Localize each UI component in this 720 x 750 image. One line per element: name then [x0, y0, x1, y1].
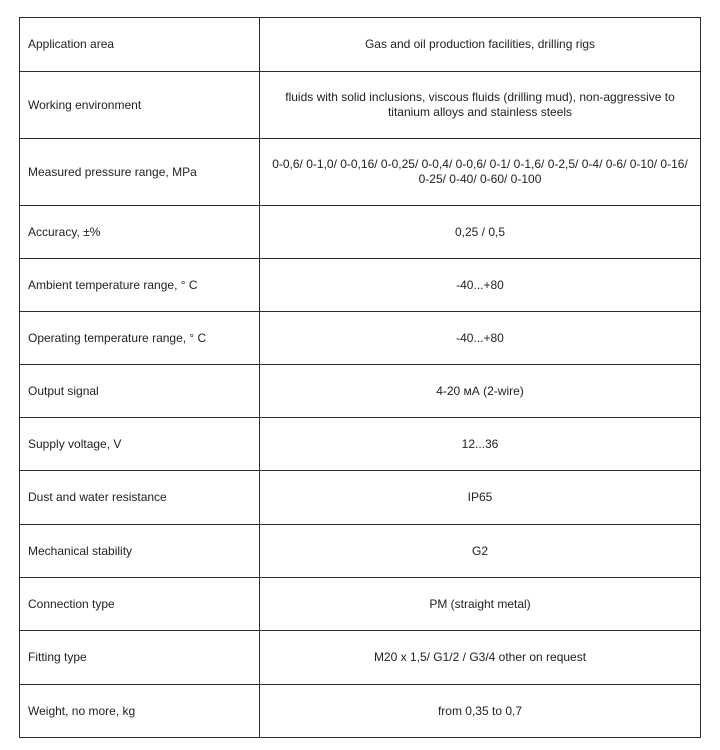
table-row — [20, 365, 701, 418]
parameter-cell: Supply voltage, V — [20, 418, 260, 471]
value-cell: -40...+80 — [260, 259, 701, 312]
table-row — [20, 206, 701, 259]
parameter-cell: Connection type — [20, 578, 260, 631]
table-row — [20, 18, 701, 72]
value-cell: M20 x 1,5/ G1/2 / G3/4 other on request — [260, 631, 701, 685]
value-cell: IP65 — [260, 471, 701, 525]
value-cell: from 0,35 to 0,7 — [260, 685, 701, 738]
value-cell: 0,25 / 0,5 — [260, 206, 701, 259]
value-cell: 0-0,6/ 0-1,0/ 0-0,16/ 0-0,25/ 0-0,4/ 0-0,6/ 0-1/ 0-1,6/ 0-2,5/ 0-4/ 0-6/ 0-10/ 0-16/ 0-25/ 0-40/ 0-60/ 0-100 — [260, 139, 701, 206]
parameter-cell: Dust and water resistance — [20, 471, 260, 525]
parameter-cell: Application area — [20, 18, 260, 72]
parameter-cell: Measured pressure range, MPa — [20, 139, 260, 206]
value-cell: 4-20 мА (2-wire) — [260, 365, 701, 418]
specifications-table — [19, 17, 701, 738]
table-row — [20, 471, 701, 525]
table-row — [20, 631, 701, 685]
parameter-cell: Ambient temperature range, ° C — [20, 259, 260, 312]
parameter-cell: Mechanical stability — [20, 525, 260, 578]
table-row — [20, 578, 701, 631]
parameter-cell: Accuracy, ±% — [20, 206, 260, 259]
table-row — [20, 525, 701, 578]
table-row — [20, 139, 701, 206]
value-cell: fluids with solid inclusions, viscous fluids (drilling mud), non-aggressive to titanium alloys and stainless steels — [260, 72, 701, 139]
value-cell: PM (straight metal) — [260, 578, 701, 631]
table-row — [20, 72, 701, 139]
table-row — [20, 418, 701, 471]
table-row — [20, 685, 701, 738]
parameter-cell: Weight, no more, kg — [20, 685, 260, 738]
parameter-cell: Working environment — [20, 72, 260, 139]
value-cell: G2 — [260, 525, 701, 578]
table-row — [20, 312, 701, 365]
value-cell: 12...36 — [260, 418, 701, 471]
parameter-cell: Operating temperature range, ° C — [20, 312, 260, 365]
parameter-cell: Fitting type — [20, 631, 260, 685]
table-row — [20, 259, 701, 312]
value-cell: Gas and oil production facilities, drilling rigs — [260, 18, 701, 72]
parameter-cell: Output signal — [20, 365, 260, 418]
value-cell: -40...+80 — [260, 312, 701, 365]
